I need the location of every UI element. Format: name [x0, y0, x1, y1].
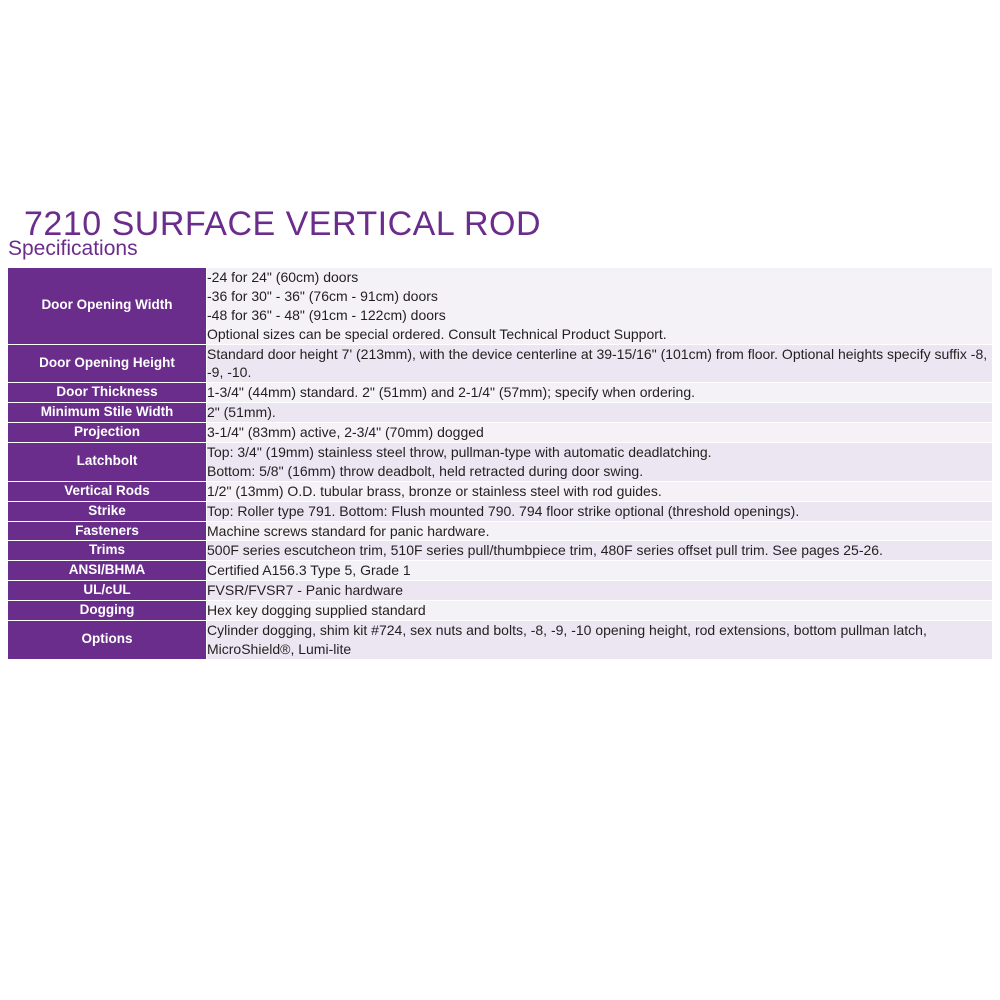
spec-value: [207, 561, 993, 581]
spec-value: [207, 601, 993, 621]
spec-value-line: Optional sizes can be special ordered. Consult Technical Product Support.: [207, 325, 667, 342]
spec-label: Dogging: [8, 601, 207, 621]
spec-value-line: 1-3/4" (44mm) standard. 2" (51mm) and 2-1/4" (57mm); specify when ordering.: [207, 384, 695, 401]
spec-value-line: FVSR/FVSR7 - Panic hardware: [207, 582, 404, 599]
spec-value: [207, 383, 993, 403]
spec-value-line: Cylinder dogging, shim kit #724, sex nuts and bolts, -8, -9, -10 opening height, rod extensions, bottom pullman latch,: [207, 622, 927, 639]
table-row: [8, 383, 992, 403]
spec-label: Minimum Stile Width: [8, 403, 207, 423]
spec-label: Trims: [8, 541, 207, 561]
spec-value: [207, 581, 993, 601]
table-row: [8, 601, 992, 621]
page-title: 7210 SURFACE VERTICAL ROD: [24, 204, 542, 243]
spec-label: Strike: [8, 501, 207, 521]
spec-label: Door Opening Width: [8, 268, 207, 344]
table-row: [8, 443, 992, 482]
table-row: [8, 621, 992, 660]
spec-value-line: Bottom: 5/8" (16mm) throw deadbolt, held retracted during door swing.: [207, 462, 644, 479]
specifications-table-body: [8, 268, 992, 659]
spec-value-line: Top: 3/4" (19mm) stainless steel throw, pullman-type with automatic deadlatching.: [207, 444, 712, 461]
spec-value: [207, 423, 993, 443]
spec-label: UL/cUL: [8, 581, 207, 601]
table-row: [8, 501, 992, 521]
spec-value: [207, 443, 993, 482]
spec-value: [207, 403, 993, 423]
spec-value: [207, 344, 993, 383]
table-row: [8, 403, 992, 423]
specifications-table: [8, 268, 992, 660]
spec-value-line: Standard door height 7' (213mm), with the device centerline at 39-15/16" (101cm) from floor. Optional heights specify suffix -8, -9, -10.: [207, 345, 988, 381]
spec-label: Door Opening Height: [8, 344, 207, 383]
spec-label: Latchbolt: [8, 443, 207, 482]
spec-label: Door Thickness: [8, 383, 207, 403]
table-row: [8, 581, 992, 601]
table-row: [8, 423, 992, 443]
table-row: [8, 344, 992, 383]
spec-value-line: -48 for 36" - 48" (91cm - 122cm) doors: [207, 306, 446, 323]
spec-value-line: -24 for 24" (60cm) doors: [207, 269, 359, 285]
section-label: Specifications: [8, 237, 138, 260]
spec-value: [207, 268, 993, 344]
table-row: [8, 481, 992, 501]
spec-value-line: 500F series escutcheon trim, 510F series pull/thumbpiece trim, 480F series offset pull trim. See pages 25-26.: [207, 542, 883, 559]
spec-label: ANSI/BHMA: [8, 561, 207, 581]
table-row: [8, 541, 992, 561]
spec-value: [207, 541, 993, 561]
spec-value-line: MicroShield®, Lumi-lite: [207, 640, 352, 657]
spec-value-line: Hex key dogging supplied standard: [207, 602, 426, 619]
spec-value-line: Machine screws standard for panic hardware.: [207, 522, 490, 539]
spec-label: Projection: [8, 423, 207, 443]
spec-value-line: Top: Roller type 791. Bottom: Flush mounted 790. 794 floor strike optional (threshold openings).: [207, 502, 800, 519]
spec-value-line: -36 for 30" - 36" (76cm - 91cm) doors: [207, 287, 438, 304]
spec-value-line: Certified A156.3 Type 5, Grade 1: [207, 562, 411, 579]
spec-value: [207, 621, 993, 660]
spec-value: [207, 521, 993, 541]
spec-value-line: 2" (51mm).: [207, 404, 276, 421]
spec-label: Options: [8, 621, 207, 660]
spec-value-line: 3-1/4" (83mm) active, 2-3/4" (70mm) dogged: [207, 424, 484, 441]
spec-label: Vertical Rods: [8, 481, 207, 501]
spec-value: [207, 481, 993, 501]
table-row: [8, 268, 992, 344]
spec-value: [207, 501, 993, 521]
spec-value-line: 1/2" (13mm) O.D. tubular brass, bronze or stainless steel with rod guides.: [207, 482, 662, 499]
table-row: [8, 521, 992, 541]
table-row: [8, 561, 992, 581]
spec-label: Fasteners: [8, 521, 207, 541]
